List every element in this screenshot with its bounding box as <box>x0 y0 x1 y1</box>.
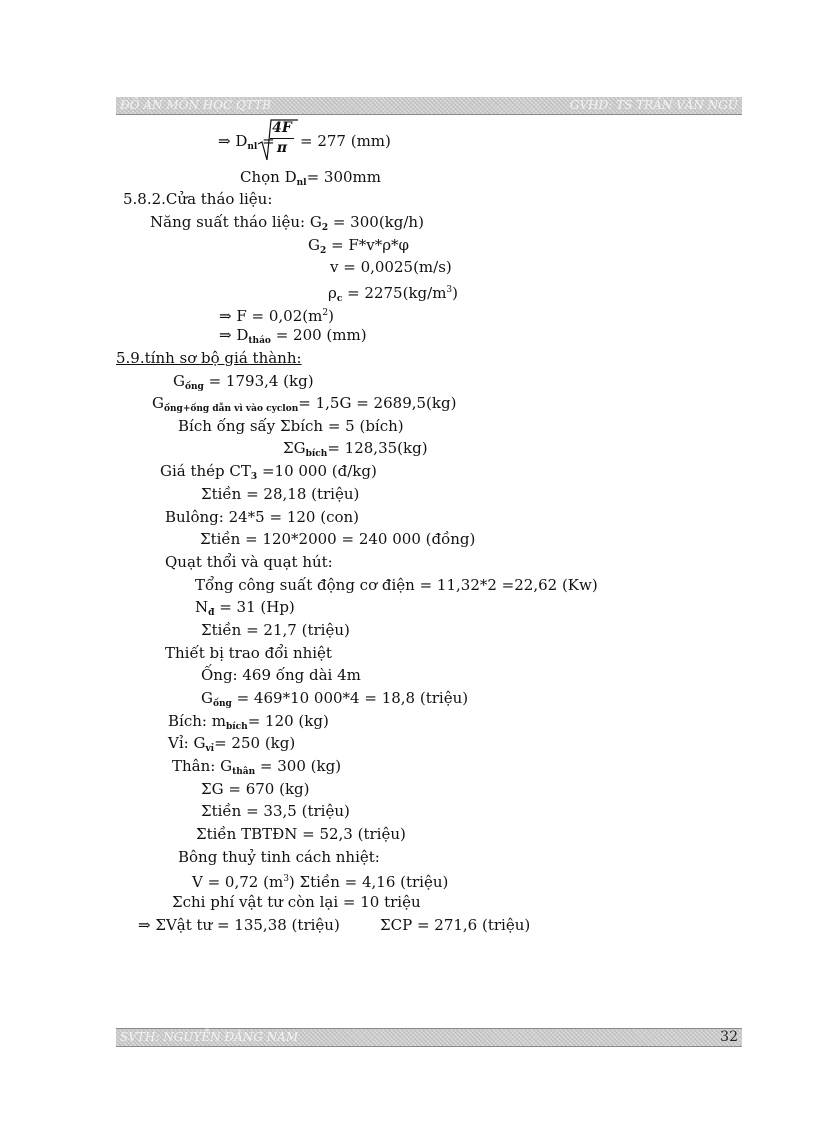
formula-result: = 277 (mm) <box>300 132 391 150</box>
section-5-8-2: 5.8.2.Cửa tháo liệu: <box>123 190 273 208</box>
line-f: ⇒ $F = 0,02(m^2)$ <box>219 307 334 325</box>
line-chi-phi-con-lai: Σchi phí vật tư còn lại = 10 triệu <box>172 893 421 911</box>
line-total-cp: ΣCP = 271,6 (triệu) <box>380 916 531 934</box>
line-dthao: ⇒ $D_{tháo} = 200$ (mm) <box>219 326 367 346</box>
line-tien-quat: Σtiền = 21,7 (triệu) <box>201 621 350 639</box>
line-bich-ong-say: Bích ống sấy Σbích = 5 (bích) <box>178 417 404 435</box>
line-nd: $N_đ = 31$ (Hp) <box>195 598 295 618</box>
line-g-ong-469: $G_{ống} = 469*10$ 000*4 = 18,8 (triệu) <box>201 689 469 709</box>
line-than: Thân: $G_{thân} = 300$ (kg) <box>172 757 342 777</box>
line-sum-g: ΣG = 670 (kg) <box>201 780 310 798</box>
line-tien-thep: Σtiền = 28,18 (triệu) <box>201 485 360 503</box>
header-left: ĐỒ ÁN MÔN HỌC QTTB <box>120 98 271 112</box>
section-5-9: 5.9.tính sơ bộ giá thành: <box>116 349 302 367</box>
fraction-denominator: π <box>276 140 288 156</box>
line-tien-tbtdn: Σtiền TBTĐN = 52,3 (triệu) <box>196 825 406 843</box>
header-right: GVHD: TS TRẦN VĂN NGŨ <box>569 98 738 112</box>
line-bulong: Bulông: 24*5 = 120 (con) <box>165 508 360 526</box>
line-ong-469: Ống: 469 ống dài 4m <box>201 666 361 684</box>
line-total-vat-tu: ⇒ ΣVật tư = 135,38 (triệu) <box>138 916 340 934</box>
line-nang-suat: Năng suất tháo liệu: $G_2 = 300(kg/h)$ <box>150 213 424 233</box>
line-chon-dnl: Chọn $D_{nl}= 300mm$ <box>240 168 382 188</box>
line-g-ong: $G_{ống} = 1793,4$ (kg) <box>173 372 314 392</box>
line-bich-m: Bích: $m_{bích}= 120$ (kg) <box>168 712 329 732</box>
line-thiet-bi: Thiết bị trao đổi nhiệt <box>165 644 332 662</box>
line-sum-g-bich: $\Sigma G_{bích}= 128,35(kg)$ <box>283 439 428 459</box>
line-tien-335: Σtiền = 33,5 (triệu) <box>201 802 350 820</box>
line-quat: Quạt thổi và quạt hút: <box>165 553 333 571</box>
line-gia-thep: Giá thép $CT_3 =10$ 000 (đ/kg) <box>160 462 377 482</box>
line-bong-thuy-tinh: Bông thuỷ tinh cách nhiệt: <box>178 848 380 866</box>
line-g-ong-cyclon: $G_{ống+ống dẫn vì vào cyclon}= 1,5G = 2689,5(kg)$ <box>152 394 457 414</box>
line-v-bong: V = 0,72 $(m^3)$ Σtiền = 4,16 (triệu) <box>192 873 449 891</box>
page-footer <box>116 1028 742 1047</box>
page-header <box>116 97 742 115</box>
line-tien-bulong: Σtiền = 120*2000 = 240 000 (đồng) <box>200 530 476 548</box>
formula-dnl: ⇒ $D_{nl}$ = <box>218 132 275 152</box>
fraction-numerator: 4F <box>272 120 292 136</box>
page-number: 32 <box>720 1029 738 1045</box>
line-rho: $\rho_c = 2275(kg/m^3)$ <box>328 284 459 304</box>
line-g2-formula: $G_2 = F*v*\rho*\varphi$ <box>308 236 410 256</box>
line-cong-suat: Tổng công suất động cơ điện = 11,32*2 =22,62 (Kw) <box>195 576 598 594</box>
fraction-bar <box>270 138 294 139</box>
fraction-4f-pi <box>270 120 294 157</box>
line-vi: Vỉ: $G_{vỉ}= 250$ (kg) <box>168 734 296 754</box>
footer-left: SVTH: NGUYỄN ĐĂNG NAM <box>120 1030 299 1044</box>
line-v: v = 0,0025(m/s) <box>330 258 452 276</box>
